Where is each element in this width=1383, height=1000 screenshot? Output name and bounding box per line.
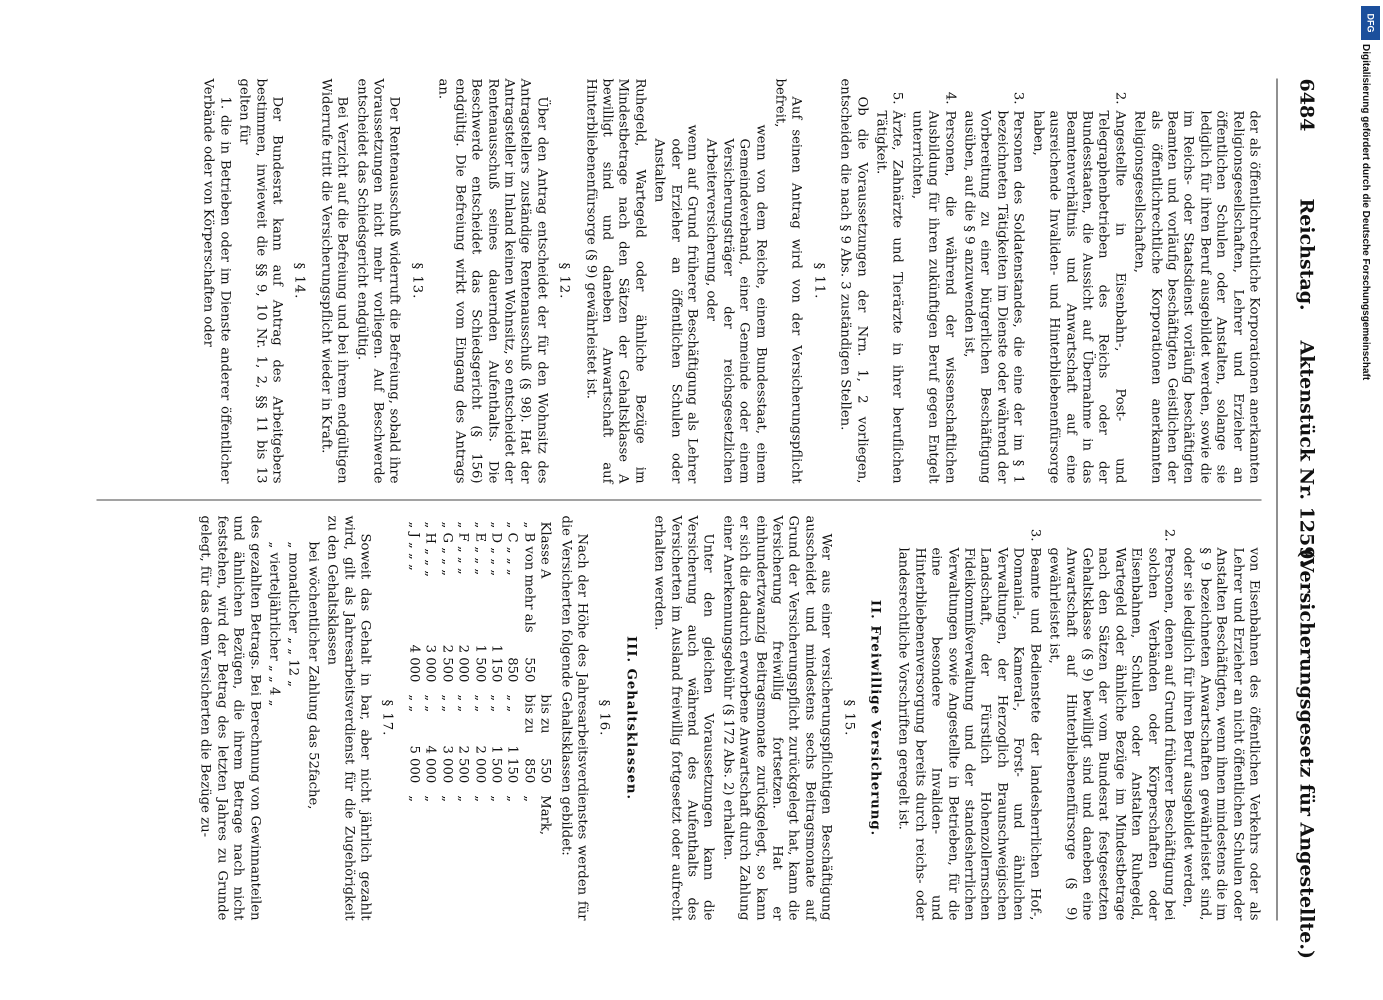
paragraph: Ob die Voraussetzungen der Nrn. 1, 2 vorliegen, entscheiden die nach § 9 Abs. 3 zuständigen Stellen. [837,78,869,483]
class-from: 1 500 [471,644,487,682]
list-item [1045,515,1176,920]
list-item [872,78,905,483]
document-number: Aktenstück Nr. 1259. [1295,340,1317,566]
digitization-note: Digitalisierung gefördert durch die Deutsche Forschungsgemeinschaft [1360,44,1371,381]
paragraph: Der Bundesrat kann auf Antrag des Arbeitgebers bestimmen, inwieweit die §§ 9, 10 Nr. 1, 2, §§ 11 bis 13 gelten für [236,78,285,483]
class-to: bis zu [537,693,553,733]
class-to: bis zu [520,693,536,733]
class-unit: „ [487,794,503,802]
class-to: „ „ [422,693,438,712]
section-heading-16: § 16. [596,699,612,736]
class-amount: 1 500 [487,744,503,783]
class-from: 3 000 [422,644,438,682]
document-page [91,78,1321,959]
class-unit: „ [455,794,471,802]
class-to: „ „ [455,693,471,712]
paragraph: Über den Antrag entscheidet der für den Wohnsitz des Antragstellers zuständige Rentenausschuß (§ 98). Hat der Antragsteller im Inland keinen Wohnsitz, so entscheidet der Rentenausschuß seines dauernden Aufenthalts. Die Beschwerde entscheidet das Schiedsgericht (§ 156) endgültig. Die Befreiung wirkt vom Eingang des Antrags an. [435,78,549,483]
class-to: „ „ [504,693,520,712]
document-title: (Versicherungsgesetz für Angestellte.) [1295,548,1317,959]
list-item-number: 4. [941,91,957,104]
left-column [196,78,1261,483]
paragraph: Wer aus einer versicherungspflichtigen Beschäftigung ausscheidet und mindestens sechs Beitragsmonate auf Grund der Versicherungspflicht zurückgelegt hat, kann die Versicherung freiwillig fortsetzen. Hat er einhundertzwanzig Beitragsmonate zurückgelegt, so kann er sich die dadurch erworbene Anwartschaft durch Zahlung einer Anerkennungsgebühr (§ 172 Abs. 2) erhalten. [719,515,834,920]
class-to: „ „ [487,693,503,712]
section-heading-15: § 15. [840,699,856,736]
section-heading-17: § 17. [379,699,395,736]
class-unit: „ [438,794,454,802]
list-item-text: Personen des Soldatenstandes, die eine der im § 1 bezeichneten Tätigkeiten im Dienste oder während der Vorbereitung zu einer bürgerlichen Beschäftigung ausüben, auf die § 9 anzuwenden ist, [961,110,1026,483]
class-unit: „ [471,794,487,802]
list-item [960,78,1026,483]
header-rule [1276,78,1277,920]
class-label: „ B von mehr als [520,521,536,633]
class-label: „ F „ „ „ [455,521,471,575]
section-heading-12: § 12. [556,262,572,299]
paragraph: 1. die in Betrieben oder im Dienste anderer öffentlicher Verbände oder von Körperschaften oder [200,78,232,483]
table-row [470,515,486,841]
list-item-number: 5. [889,91,905,104]
paragraph: des gezahlten Betrags. Bei Berechnung von Gewinnanteilen und ähnlichen Bezügen, die ihrem Betrage nach nicht feststehen, wird der Betrag des letzten Jahres zu Grunde gelegt, für das dem Versicherten die Bezüge zu- [197,515,262,920]
paragraph: der als öffentlichrechtliche Korporationen anerkannten Religionsgesellschaften, Lehrer und Erzieher an öffentlichen Schulen oder Anstalten, solange sie lediglich für ihren Beruf ausgebildet werden, sowie die im Reichs- oder Staatsdienst vorläufig beschäftigten Beamten und vorläufig beschäftigten Geistlichen der als öffentlichrechtliche Korporationen anerkannten Religionsgesellschaften, [1131,110,1261,483]
paragraph: Unter den gleichen Voraussetzungen kann die Versicherung auch während des Aufenthalts des Versicherten im Ausland freiwillig fortgesetzt oder aufrecht erhalten werden. [651,515,716,920]
sub-clause: wenn auf Grund früherer Beschäftigung als Lehrer oder Erzieher an öffentlichen Schulen oder Anstalten [651,124,699,483]
table-row [454,515,470,841]
list-item-number: 3. [1010,91,1026,104]
class-from: 1 150 [487,644,503,682]
payment-rule: bei wöchentlicher Zahlung das 52fache, [304,541,320,809]
class-unit: „ [520,794,536,802]
class-unit: „ [422,794,438,802]
class-from: 550 [520,656,536,682]
table-row [421,515,437,841]
list-item [894,515,1042,920]
class-to: „ „ [405,693,421,712]
class-label: „ J „ „ „ [405,521,421,571]
class-amount: 2 500 [455,744,471,783]
payment-rule: „ monatlicher „ „ 12 „ [285,541,301,687]
table-row [503,515,519,841]
list-item-text: Personen, denen auf Grund früherer Beschäftigung bei solchen Verbänden oder Körperschaften oder Eisenbahnen, Schulen oder Anstalten Ruhegeld, Wartegeld oder ähnliche Bezüge im Mindestbetrage nach den Sätzen der vom Bundesrat festgesetzten Gehaltsklasse (§ 9) bewilligt sind und daneben eine Anwartschaft auf Hinterbliebenenfürsorge (§ 9) gewährleistet ist, [1046,547,1176,920]
class-label: „ H „ „ „ [422,521,438,577]
class-from: 2 000 [455,644,471,682]
payment-rule: „ vierteljährlicher „ „ 4 „ [266,541,282,706]
list-item [907,78,956,483]
class-amount: 850 [520,757,536,783]
table-row [437,515,453,841]
list-item-number: 2. [1160,528,1176,541]
class-to: „ „ [471,693,487,712]
paragraph: Der Rentenausschuß widerruft die Befreiung, sobald ihre Voraussetzungen nicht mehr vorliegen. Auf Beschwerde entscheidet das Schiedsgericht endgültig. [353,78,402,483]
class-to: „ „ [438,693,454,712]
class-amount: 1 150 [504,744,520,783]
paragraph: Bei Verzicht auf die Befreiung und bei ihrem endgültigen Widerrufe tritt die Versicherungspflicht wieder in Kraft. [317,78,350,483]
section-heading-14: § 14. [291,262,307,299]
page-header [1281,78,1321,959]
column-separator [96,499,1261,500]
class-from [536,638,552,688]
list-item [1028,78,1126,483]
class-amount: 5 000 [405,744,421,783]
paragraph: Nach der Höhe des Jahresarbeitsverdienstes werden für die Versicherten folgende Gehaltsklassen gebildet: [557,515,589,920]
table-row [487,515,503,841]
chapter-heading-salary-classes: III. Gehaltsklassen. [622,635,638,800]
list-item-number: 3. [1026,528,1042,541]
dfg-logo-text: DFG [1365,13,1376,33]
sub-clause: wenn von dem Reiche, einem Bundesstaat, einem Gemeindeverband, einer Gemeinde oder einem Versicherungsträger der reichsgesetzlichen Arbeiterversicherung, oder [703,124,768,483]
paragraph: von Eisenbahnen des öffentlichen Verkehrs oder als Lehrer und Erzieher an nicht öffentlichen Schulen oder Anstalten Beschäftigten, wenn ihnen mindestens die im § 9 bezeichneten Anwartschaften gewährleistet sind, oder sie lediglich für ihren Beruf ausgebildet werden, [1180,547,1261,920]
page-number: 6484 [1295,78,1317,131]
list-item-text: Beamte und Bedienstete der landesherrlichen Hof-, Domanial-, Kameral-, Forst- und ähnlichen Verwaltungen, der Herzoglich Braunschweigischen Landschaft, der Fürstlich Hohenzollernschen Fideikommißverwaltung und der standesherrlichen Verwaltungen sowie Angestellte in Betrieben, für die eine besondere Invaliden- und Hinterbliebenenversorgung bereits durch reichs- oder landesrechtliche Vorschriften geregelt ist. [895,547,1042,920]
dfg-logo [1361,6,1380,40]
class-from: 2 500 [438,644,454,682]
class-amount: 550 [537,757,553,783]
list-item-text: Ärzte, Zahnärzte und Tierärzte in ihrer beruflichen Tätigkeit. [873,110,905,483]
class-label: „ G „ „ „ [438,521,454,576]
class-unit: Mark, [537,794,553,835]
list-item-text: Angestellte in Eisenbahn-, Post- und Telegraphenbetrieben des Reichs oder der Bundesstaaten, die Aussicht auf Übernahme in das Beamtenverhältnis und Anwartschaft auf eine ausreichende Invaliden- und Hinterbliebenenfürsorge haben, [1029,110,1127,483]
class-from: 850 [504,656,520,682]
salary-class-table [405,515,553,841]
class-label: „ E „ „ „ [471,521,487,575]
class-label: „ C „ „ „ [504,521,520,576]
class-from: 4 000 [405,644,421,682]
section-heading-11: § 11. [810,262,826,299]
class-amount: 4 000 [422,744,438,783]
class-amount: 3 000 [438,744,454,783]
class-unit: „ [405,794,421,802]
paragraph: Ruhegeld, Wartegeld oder ähnliche Bezüge im Mindestbetrage nach den Sätzen der Gehaltsklasse A bewilligt sind und daneben Anwartschaft auf Hinterbliebenenfürsorge (§ 9) gewährleistet ist. [582,78,647,483]
class-label: Klasse A [537,521,553,578]
paragraph: Auf seinen Antrag wird von der Versicherungspflicht befreit, [772,78,804,483]
table-row [405,515,421,841]
class-label: „ D „ „ „ [487,521,503,576]
list-item-text: Personen, die während der wissenschaftlichen Ausbildung für ihren zukünftigen Beruf gegen Entgelt unterrichten, [908,110,957,483]
table-row [519,515,535,841]
table-row [536,515,552,841]
class-amount: 2 000 [471,744,487,783]
right-column [193,515,1261,920]
publication-name: Reichstag. [1295,198,1317,311]
list-item-number: 2. [1111,91,1127,104]
class-unit: „ [504,794,520,802]
digitization-sidebar [1360,0,1383,1000]
section-heading-13: § 13. [408,262,424,299]
chapter-heading-voluntary-insurance: II. Freiwillige Versicherung. [867,599,883,836]
paragraph: Soweit das Gehalt in bar, aber nicht jährlich gezahlt wird, gilt als Jahresarbeitsverdienst für die Zugehörigkeit zu den Gehaltsklassen [324,515,373,920]
